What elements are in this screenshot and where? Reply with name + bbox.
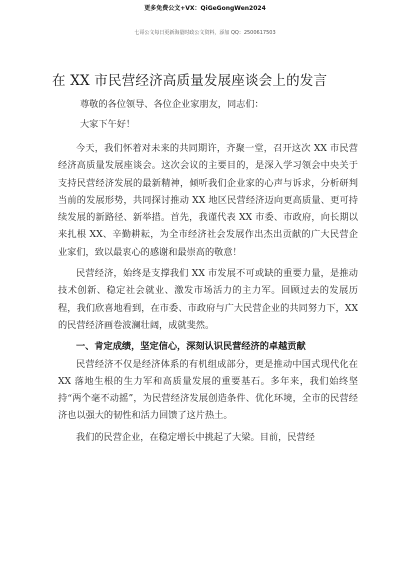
top-banner: 更多免费公文+VX：QiGeGongWen2024 — [144, 5, 266, 12]
paragraph-continued: 我们的民营企业，在稳定增长中挑起了大梁。目前，民营经 — [76, 431, 315, 443]
paragraph-intro: 今天，我们怀着对未来的共同期许，齐聚一堂，召开这次 XX 市民营经济高质量发展座谈会。这次会议的主要目的，是深入学习领会中央关于支持民营经济发展的最新精神，倾听我们企业家的心声与诉求，分析研判当前的发展形势，共同探讨推动 XX 地区民营经济迈向更高质量、更可持续发展的新路径、新举措。首先，我谨代表 XX 市委、市政府，向长期以来扎根 XX、辛勤耕耘，为全市经济社会发展作出杰出贡献的广大民营企业家们，致以最衷心的感谢和最崇高的敬意！ — [58, 143, 358, 258]
document-title: 在 XX 市民营经济高质量发展座谈会上的发言 — [52, 73, 328, 89]
paragraph-contribution: 民营经济不仅是经济体系的有机组成部分，更是推动中国式现代化在 XX 落地生根的生力军和高质量发展的重要基石。多年来，我们始终坚持“两个毫不动摇”，为民营经济发展创造条件、优化环境，全市的民营经济也以强大的韧性和活力回馈了这片热土。 — [58, 358, 358, 422]
paragraph-private-economy: 民营经济，始终是支撑我们 XX 市发展不可或缺的重要力量，是推动技术创新、稳定社会就业、激发市场活力的主力军。回顾过去的发展历程，我们欣喜地看到，在市委、市政府与广大民营企业的共同努力下，XX 的民营经济画卷波澜壮阔，成就斐然。 — [58, 268, 358, 331]
section-heading-1: 一、肯定成绩，坚定信心，深刻认识民营经济的卓越贡献 — [76, 341, 306, 353]
greeting: 大家下午好！ — [80, 119, 136, 130]
salutation: 尊敬的各位领导、各位企业家朋友，同志们： — [80, 99, 264, 110]
document-body — [58, 140, 358, 446]
sub-notice: 七哥公文每日更新海量时政公文资料，添加 QQ：2500617503 — [134, 30, 276, 36]
